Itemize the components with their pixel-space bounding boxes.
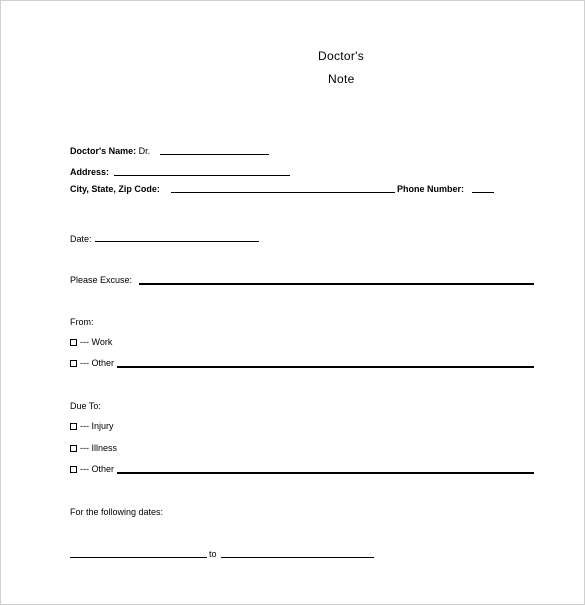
date-to-field[interactable] — [221, 557, 374, 558]
from-option-other[interactable]: --- Other — [70, 358, 114, 368]
following-dates-label: For the following dates: — [70, 507, 164, 517]
from-label: From: — [70, 317, 94, 327]
excuse-label: Please Excuse: — [70, 275, 133, 285]
due-option-injury[interactable]: --- Injury — [70, 421, 114, 431]
date-field[interactable] — [95, 241, 259, 242]
date-from-field[interactable] — [70, 557, 207, 558]
due-other-field[interactable] — [117, 472, 534, 474]
address-field[interactable] — [114, 175, 290, 176]
checkbox-icon[interactable] — [70, 423, 77, 430]
title-line-2: Note — [328, 72, 355, 86]
checkbox-icon[interactable] — [70, 339, 77, 346]
checkbox-icon[interactable] — [70, 445, 77, 452]
from-option-work[interactable]: --- Work — [70, 337, 112, 347]
due-option-illness[interactable]: --- Illness — [70, 443, 117, 453]
doctor-name-field[interactable] — [160, 154, 269, 155]
doctor-prefix: Dr. — [138, 146, 151, 156]
to-label: to — [209, 549, 217, 559]
city-state-zip-field[interactable] — [171, 192, 395, 193]
date-label: Date: — [70, 234, 92, 244]
doctor-name-label: Doctor's Name: — [70, 146, 137, 156]
phone-label: Phone Number: — [397, 184, 465, 194]
from-other-field[interactable] — [117, 366, 534, 368]
due-option-other[interactable]: --- Other — [70, 464, 114, 474]
city-state-zip-label: City, State, Zip Code: — [70, 184, 160, 194]
phone-field[interactable] — [472, 192, 494, 193]
address-label: Address: — [70, 167, 110, 177]
doctor-name-row — [70, 146, 150, 156]
excuse-field[interactable] — [139, 283, 534, 285]
checkbox-icon[interactable] — [70, 466, 77, 473]
due-to-label: Due To: — [70, 401, 101, 411]
title-line-1: Doctor's — [318, 49, 365, 63]
checkbox-icon[interactable] — [70, 360, 77, 367]
